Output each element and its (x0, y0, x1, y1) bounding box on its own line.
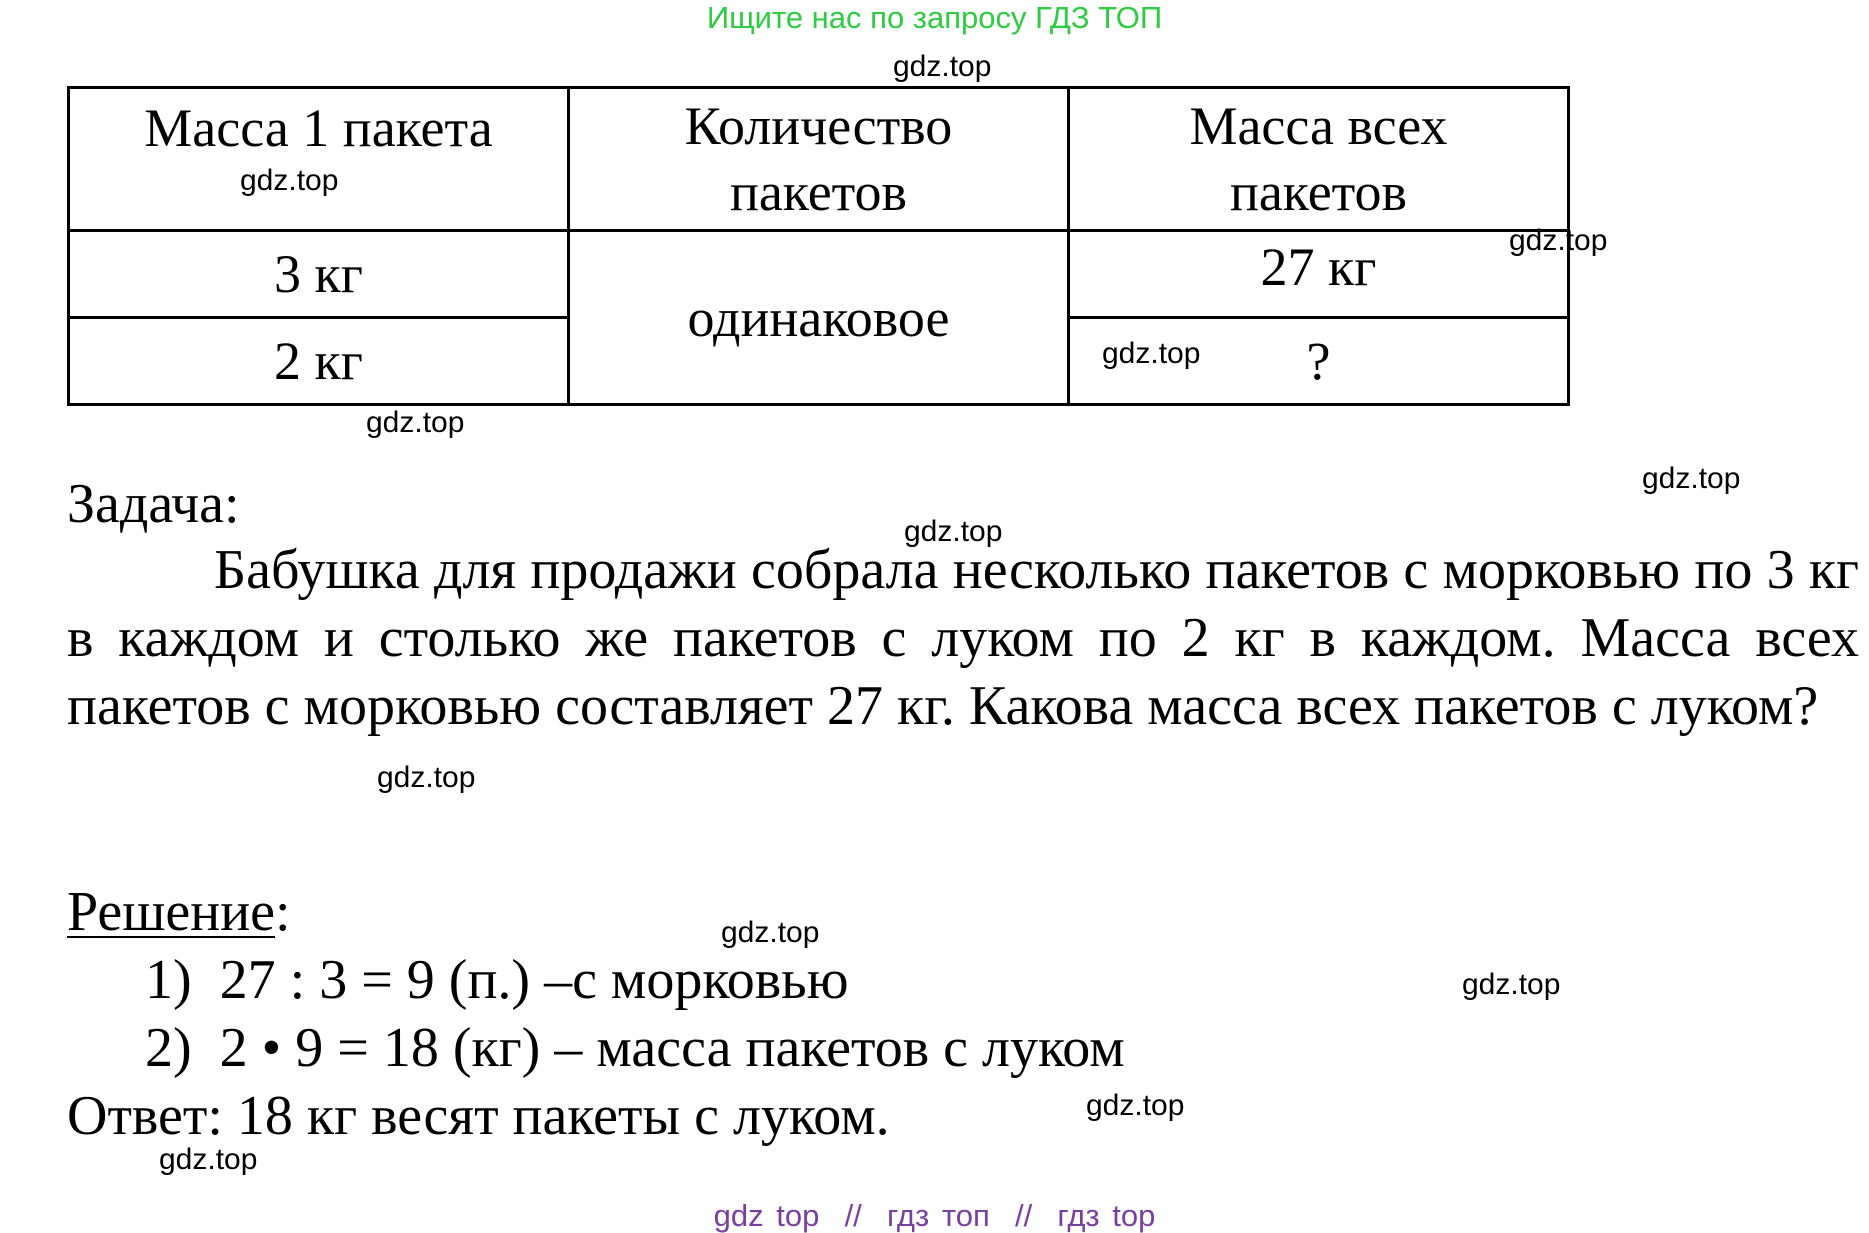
solution-label: Решение (67, 881, 276, 943)
watermark: gdz.top (377, 761, 476, 794)
task-text: Бабушка для продажи собрала несколько пакетов с морковью по 3 кг в каждом и столько же пакетов с луком по 2 кг в каждом. Масса всех пакетов с морковью составляет 27 кг. Какова масса всех пакетов с луком? (67, 539, 1859, 737)
solution-heading (67, 881, 291, 943)
cell-total-27: 27 кг (1069, 231, 1569, 318)
step-number: 1) (145, 949, 192, 1011)
watermark: gdz.top (159, 1143, 258, 1176)
solution-step-1 (145, 949, 849, 1011)
data-table (67, 86, 1570, 406)
watermark: gdz.top (1086, 1089, 1185, 1122)
header-mass-one: Масса 1 пакета (69, 88, 569, 231)
cell-mass-3: 3 кг (69, 231, 569, 318)
watermark: gdz.top (1642, 462, 1741, 495)
watermark: gdz.top (1102, 337, 1201, 370)
watermark: gdz.top (1462, 968, 1561, 1001)
solution-colon: : (275, 881, 291, 943)
watermark: gdz.top (366, 406, 465, 439)
header-count: Количество пакетов (569, 88, 1069, 231)
cell-mass-2: 2 кг (69, 318, 569, 405)
watermark: gdz.top (904, 515, 1003, 548)
table-row (69, 231, 1569, 318)
task-label: Задача: (67, 473, 240, 535)
watermark: gdz.top (893, 50, 992, 83)
step-text: 2 • 9 = 18 (кг) – масса пакетов с луком (219, 1017, 1125, 1079)
solution-step-2 (145, 1017, 1125, 1079)
watermark: gdz.top (721, 916, 820, 949)
cell-total-unknown: ? (1069, 318, 1569, 405)
watermark: gdz.top (1509, 224, 1608, 257)
answer-text: Ответ: 18 кг весят пакеты с луком. (67, 1085, 890, 1147)
header-mass-all: Масса всех пакетов (1069, 88, 1569, 231)
top-banner: Ищите нас по запросу ГДЗ ТОП (706, 0, 1163, 35)
cell-count-same: одинаковое (569, 231, 1069, 405)
step-number: 2) (145, 1017, 192, 1079)
watermark: gdz.top (240, 164, 339, 197)
step-text: 27 : 3 = 9 (п.) –с морковью (219, 949, 849, 1011)
bottom-banner: gdz top // гдз топ // гдз top (713, 1198, 1156, 1233)
table-header-row (69, 88, 1569, 231)
